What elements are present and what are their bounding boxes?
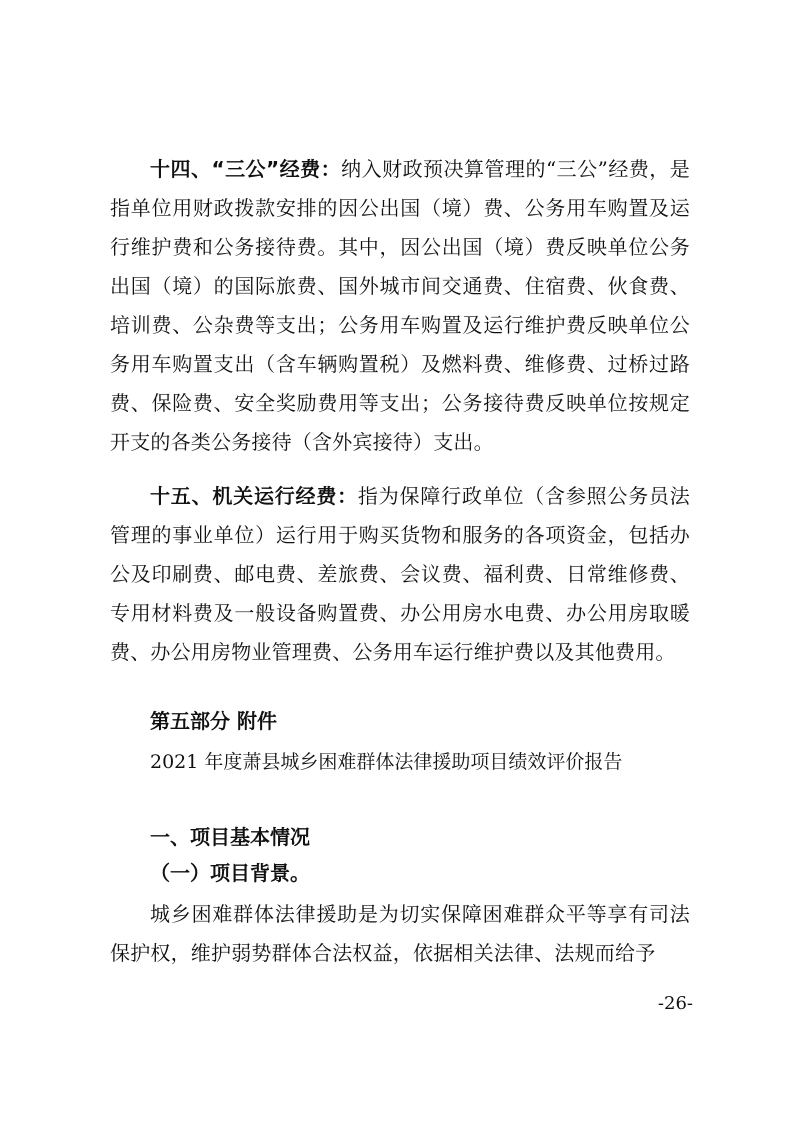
project-background-heading: （一）项目背景。 — [150, 861, 310, 885]
chapter-one-heading: 一、项目基本情况 — [150, 825, 310, 849]
section-15-body: 指为保障行政单位（含参照公务员法管理的事业单位）运行用于购买货物和服务的各项资金，包括办公及印刷费、邮电费、差旅费、会议费、福利费、日常维修费、专用材料费及一般设备购置费、办公用房水电费、办公用房取暖费、办公用房物业管理费、公务用车运行维护费以及其他费用。 — [110, 484, 690, 664]
report-title: 2021 年度萧县城乡困难群体法律援助项目绩效评价报告 — [150, 751, 623, 773]
section-14-paragraph — [110, 150, 690, 462]
section-15-title: 十五、机关运行经费： — [150, 484, 358, 508]
page-number: -26- — [657, 993, 693, 1014]
section-14-title: 十四、“三公”经费： — [150, 157, 342, 181]
section-15-paragraph — [110, 477, 690, 672]
section-14-body: 纳入财政预决算管理的“三公”经费，是指单位用财政拨款安排的因公出国（境）费、公务用车购置及运行维护费和公务接待费。其中，因公出国（境）费反映单位公务出国（境）的国际旅费、国外城市间交通费、住宿费、伙食费、培训费、公杂费等支出；公务用车购置及运行维护费反映单位公务用车购置支出（含车辆购置税）及燃料费、维修费、过桥过路费、保险费、安全奖励费用等支出；公务接待费反映单位按规定开支的各类公务接待（含外宾接待）支出。 — [110, 157, 690, 454]
part-five-heading: 第五部分 附件 — [150, 709, 277, 733]
project-background-body: 城乡困难群体法律援助是为切实保障困难群众平等享有司法保护权，维护弱势群体合法权益，依据相关法律、法规而给予 — [110, 902, 690, 965]
